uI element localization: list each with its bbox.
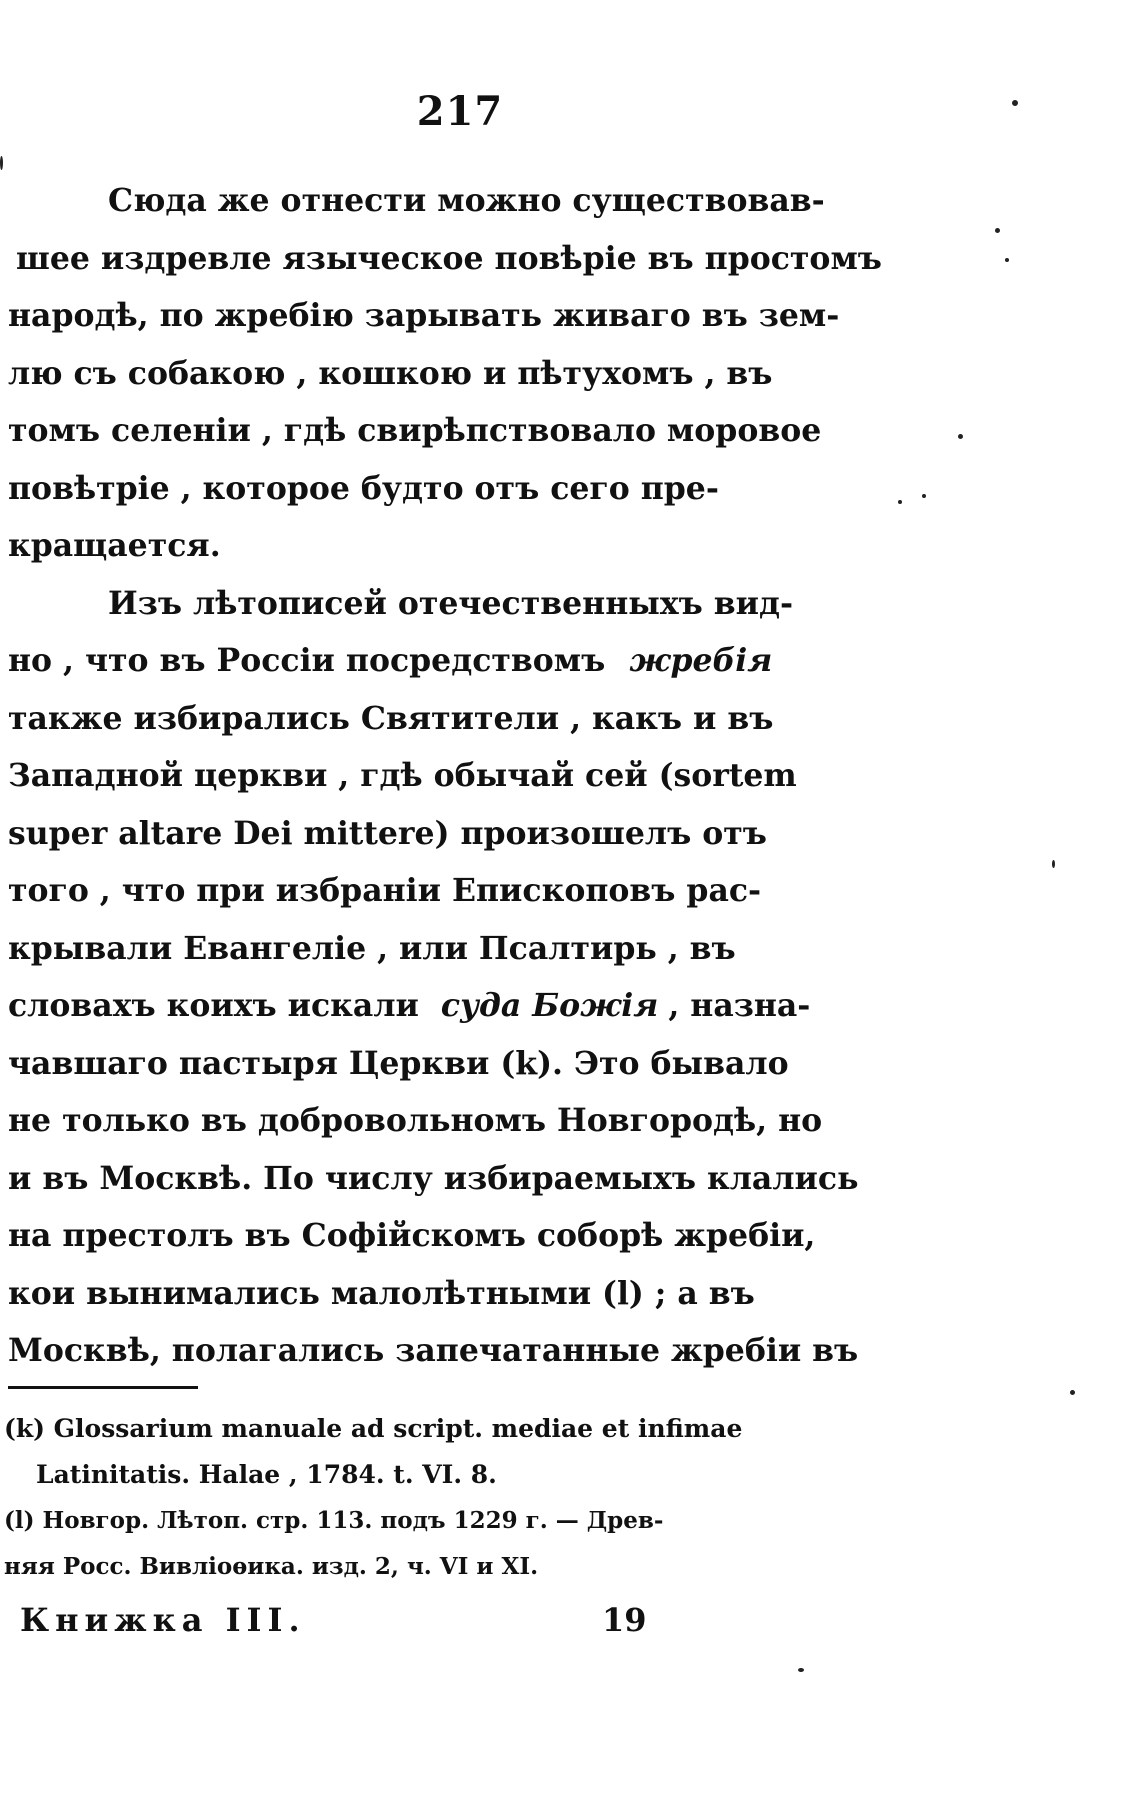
line-text: того , что при избраніи Епископовъ рас- [8, 872, 762, 909]
scan-speck [0, 156, 3, 170]
page-number: 217 [416, 88, 504, 135]
text-line [8, 1322, 858, 1380]
line-text: Изъ лѣтописей отечественныхъ вид- [108, 584, 794, 622]
scan-speck [958, 434, 963, 439]
footnote-k: (k) Glossarium manuale ad script. mediae et infimae [4, 1414, 743, 1443]
line-text: чавшаго пастыря Церкви (k). Это бывало [8, 1044, 789, 1082]
text-line [8, 345, 858, 403]
text-line [8, 287, 858, 345]
line-text: Западной церкви , гдѣ обычай сей (sortem [8, 757, 797, 794]
italic-term: суда Божія [440, 987, 659, 1024]
line-text: народѣ, по жребію зарывать живаго въ зем- [8, 297, 840, 334]
text-line [8, 172, 858, 230]
text-line [8, 862, 858, 920]
line-text: на престолъ въ Софійскомъ соборѣ жребіи, [8, 1217, 816, 1254]
text-line [8, 805, 858, 863]
scan-speck [995, 228, 1000, 233]
italic-term: жребія [629, 642, 773, 679]
line-text: super altare Dei mittere) произошелъ отъ [8, 814, 767, 852]
line-text: также избирались Святители , какъ и въ [8, 699, 774, 737]
line-text: и въ Москвѣ. По числу избираемыхъ клались [8, 1159, 859, 1197]
text-line [8, 1150, 858, 1208]
text-line [8, 747, 858, 805]
scan-speck [1052, 860, 1055, 868]
text-line [8, 517, 858, 575]
scan-speck [1070, 1390, 1075, 1395]
text-line [8, 690, 858, 748]
line-text: Москвѣ, полагались запечатанные жребіи въ [8, 1332, 859, 1369]
line-text: томъ селеніи , гдѣ свирѣпствовало моровое [8, 412, 822, 449]
scan-speck [898, 500, 902, 504]
footnote-l-continued: няя Росс. Вивліоѳика. изд. 2, ч. VI и XI. [4, 1553, 539, 1580]
footnote-l: (l) Новгор. Лѣтоп. стр. 113. подъ 1229 г. — Древ- [4, 1507, 664, 1534]
text-line [8, 230, 882, 288]
text-line [8, 402, 858, 460]
text-line [8, 1265, 858, 1323]
line-text: Сюда же отнести можно существовав- [108, 182, 825, 219]
signature-mark: Книжка III. [20, 1601, 306, 1639]
text-line [8, 632, 858, 690]
text-line [8, 575, 858, 633]
line-text: повѣтріе , которое будто отъ сего пре- [8, 469, 719, 507]
text-line [8, 1035, 858, 1093]
line-text: не только въ добровольномъ Новгородѣ, но [8, 1102, 823, 1139]
text-line [8, 1207, 858, 1265]
scan-speck [922, 494, 926, 498]
footnote-k-continued: Latinitatis. Halae , 1784. t. VI. 8. [36, 1460, 497, 1489]
line-text: словахъ коихъ искали [8, 987, 419, 1024]
line-text: лю съ собакою , кошкою и пѣтухомъ , въ [8, 354, 773, 392]
text-line [8, 1092, 858, 1150]
line-text: крывали Евангеліе , или Псалтирь , въ [8, 929, 736, 967]
scan-speck [798, 1668, 804, 1672]
line-text: кращается. [8, 527, 221, 564]
text-line [8, 977, 858, 1035]
signature-number: 19 [602, 1601, 647, 1639]
line-text: но , что въ Россіи посредствомъ [8, 642, 606, 679]
line-text: шее издревле языческое повѣріе въ простомъ [16, 239, 882, 277]
line-text: , назна- [668, 987, 811, 1024]
main-text [8, 172, 882, 1380]
footnote-rule [8, 1386, 198, 1389]
signature-line [20, 1592, 820, 1648]
scan-speck [1012, 100, 1018, 106]
text-line [8, 460, 858, 518]
footnotes [4, 1406, 854, 1590]
scan-speck [1005, 258, 1009, 262]
text-line [8, 920, 858, 978]
line-text: кои вынимались малолѣтными (l) ; а въ [8, 1274, 755, 1312]
